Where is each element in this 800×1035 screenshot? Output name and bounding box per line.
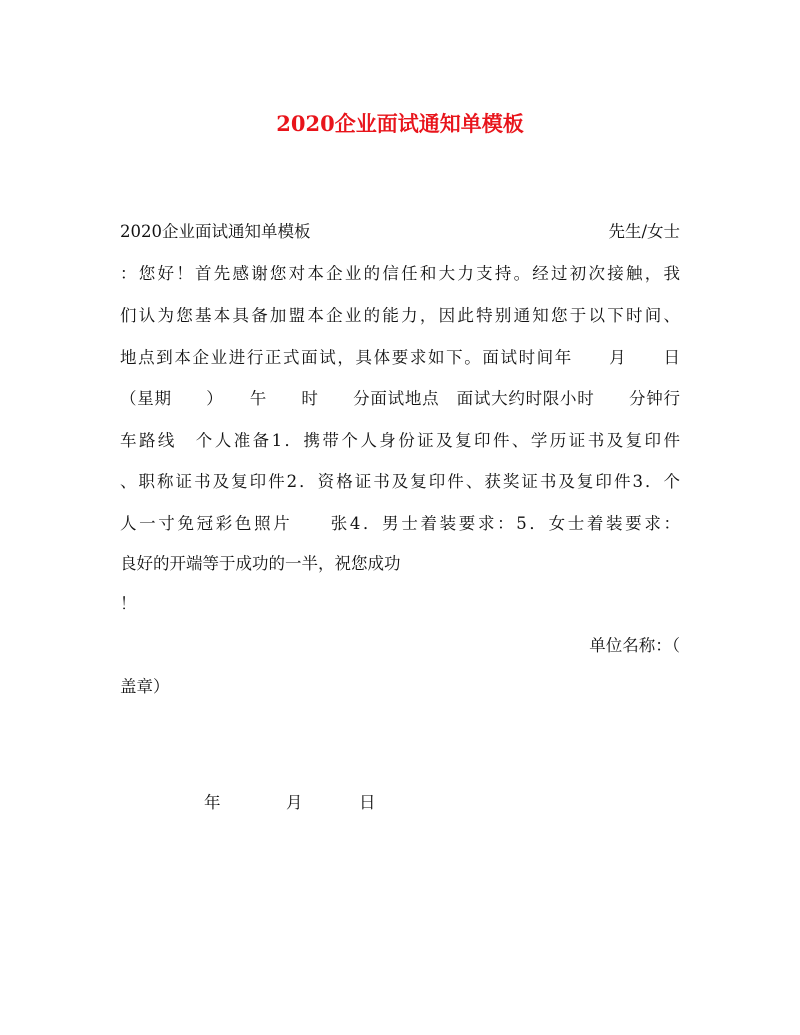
body-line-8: 良好的开端等于成功的一半，祝您成功 bbox=[120, 554, 401, 573]
body-line-5: 车路线 个人准备1．携带个人身份证及复印件、学历证书及复印件 bbox=[120, 431, 680, 450]
body-line-6: 、职称证书及复印件2．资格证书及复印件、获奖证书及复印件3．个 bbox=[120, 472, 680, 491]
seal-label: 盖章） bbox=[120, 677, 170, 696]
header-left-text: 2020企业面试通知单模板 bbox=[120, 222, 311, 241]
unit-name-label: 单位名称：（ bbox=[589, 636, 680, 655]
date-month-label: 月 bbox=[286, 793, 303, 812]
body-line-1: ：您好！首先感谢您对本企业的信任和大力支持。经过初次接触，我 bbox=[120, 264, 680, 283]
date-day-label: 日 bbox=[359, 793, 376, 812]
date-year-label: 年 bbox=[204, 793, 221, 812]
header-right-text: 先生/女士 bbox=[608, 222, 680, 241]
body-line-9: ！ bbox=[120, 594, 137, 613]
document-title: 2020企业面试通知单模板 bbox=[276, 111, 524, 136]
body-line-2: 们认为您基本具备加盟本企业的能力，因此特别通知您于以下时间、 bbox=[120, 306, 680, 325]
body-line-7: 人一寸免冠彩色照片 张4．男士着装要求：5．女士着装要求： bbox=[120, 514, 680, 533]
body-line-4: （星期 ） 午 时 分面试地点 面试大约时限小时 分钟行 bbox=[120, 389, 680, 408]
body-line-3: 地点到本企业进行正式面试，具体要求如下。面试时间年 月 日 bbox=[120, 348, 680, 367]
